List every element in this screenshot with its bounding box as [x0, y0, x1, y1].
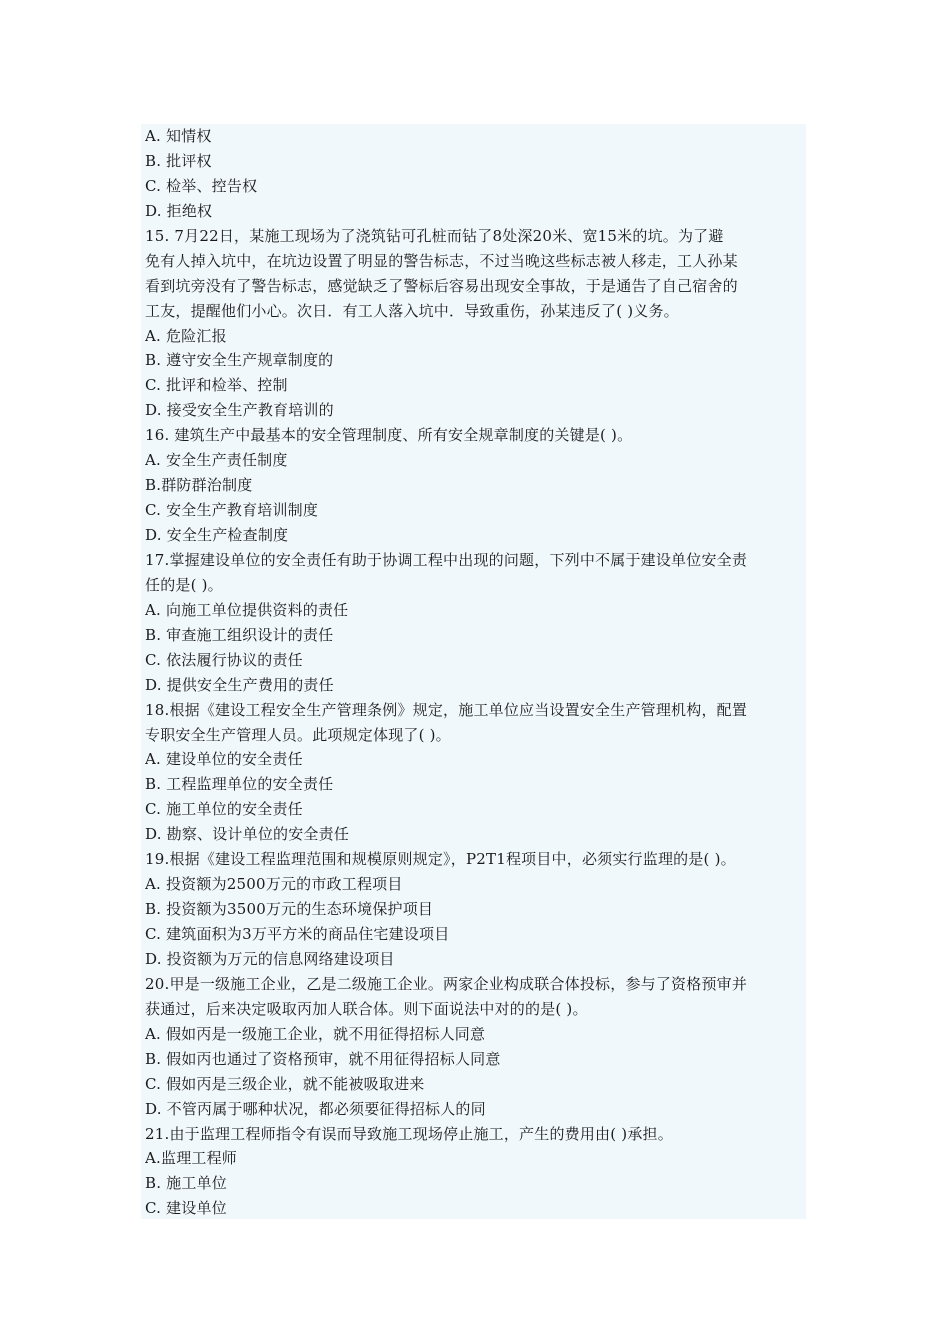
text-line: C. 施工单位的安全责任 [145, 800, 303, 819]
text-line: A. 危险汇报 [145, 326, 227, 345]
text-line: C. 依法履行协议的责任 [145, 650, 303, 669]
text-line: D. 拒绝权 [145, 201, 213, 220]
text-line: B. 假如丙也通过了资格预审，就不用征得招标人同意 [145, 1049, 501, 1068]
text-line: A. 投资额为2500万元的市政工程项目 [145, 875, 403, 894]
text-line: A. 向施工单位提供资料的责任 [145, 600, 349, 619]
text-line: 任的是( )。 [145, 575, 223, 594]
text-line: 18.根据《建设工程安全生产管理条例》规定，施工单位应当设置安全生产管理机构，配置 [145, 700, 748, 719]
text-line: 19.根据《建设工程监理范围和规模原则规定》，P2T1程项目中，必须实行监理的是( )。 [145, 850, 736, 869]
text-line: B. 投资额为3500万元的生态环境保护项目 [145, 900, 434, 919]
text-line: 专职安全生产管理人员。此项规定体现了( )。 [145, 725, 451, 744]
text-line: C. 安全生产教育培训制度 [145, 501, 319, 520]
text-line: C. 批评和检举、控制 [145, 376, 288, 395]
text-line: 20.甲是一级施工企业，乙是二级施工企业。两家企业构成联合体投标，参与了资格预审并 [145, 974, 748, 993]
text-line: D. 不管丙属于哪种状况，都必须要征得招标人的同 [145, 1099, 486, 1118]
text-line: D. 勘察、设计单位的安全责任 [145, 825, 350, 844]
text-line: 获通过，后来决定吸取丙加人联合体。则下面说法中对的的是( )。 [145, 999, 588, 1018]
text-line: D. 提供安全生产费用的责任 [145, 675, 334, 694]
text-line: B.群防群治制度 [145, 476, 253, 495]
text-line: A. 知情权 [145, 127, 212, 145]
text-line: 看到坑旁没有了警告标志，感觉缺乏了警标后容易出现安全事故，于是通告了自己宿舍的 [145, 276, 738, 295]
text-line: D. 接受安全生产教育培训的 [145, 401, 334, 420]
text-line: D. 安全生产检查制度 [145, 526, 289, 544]
text-line: A. 假如丙是一级施工企业，就不用征得招标人同意 [145, 1024, 486, 1043]
text-line: 16. 建筑生产中最基本的安全管理制度、所有安全规章制度的关键是( )。 [145, 426, 633, 445]
text-line: C. 检举、控告权 [145, 176, 258, 195]
text-line: C. 假如丙是三级企业，就不能被吸取进来 [145, 1074, 425, 1093]
text-line: B. 审查施工组织设计的责任 [145, 625, 334, 644]
text-line: B. 施工单位 [145, 1174, 227, 1193]
text-line: A. 安全生产责任制度 [145, 451, 288, 470]
text-line: 17.掌握建设单位的安全责任有助于协调工程中出现的问题，下列中不属于建设单位安全责 [145, 550, 748, 569]
text-line: 免有人掉入坑中，在坑边设置了明显的警告标志，不过当晚这些标志被人移走，工人孙某 [145, 251, 738, 270]
document-text-block [141, 124, 806, 1219]
text-line: 21.由于监理工程师指令有误而导致施工现场停止施工，产生的费用由( )承担。 [145, 1124, 673, 1143]
text-line: C. 建设单位 [145, 1199, 227, 1218]
text-line: A.监理工程师 [145, 1149, 238, 1168]
text-line: B. 工程监理单位的安全责任 [145, 775, 334, 794]
text-line: 工友，提醒他们小心。次日．有工人落入坑中．导致重伤，孙某违反了( )义务。 [145, 301, 679, 320]
text-line: D. 投资额为万元的信息网络建设项目 [145, 949, 395, 968]
text-lines [145, 124, 805, 1221]
text-line: B. 批评权 [145, 151, 212, 170]
text-line: 15. 7月22日，某施工现场为了浇筑钻可孔桩而钻了8处深20米、宽15米的坑。为了避 [145, 226, 724, 245]
text-line: A. 建设单位的安全责任 [145, 750, 303, 769]
text-line: C. 建筑面积为3万平方米的商品住宅建设项目 [145, 925, 450, 943]
text-line: B. 遵守安全生产规章制度的 [145, 351, 334, 370]
